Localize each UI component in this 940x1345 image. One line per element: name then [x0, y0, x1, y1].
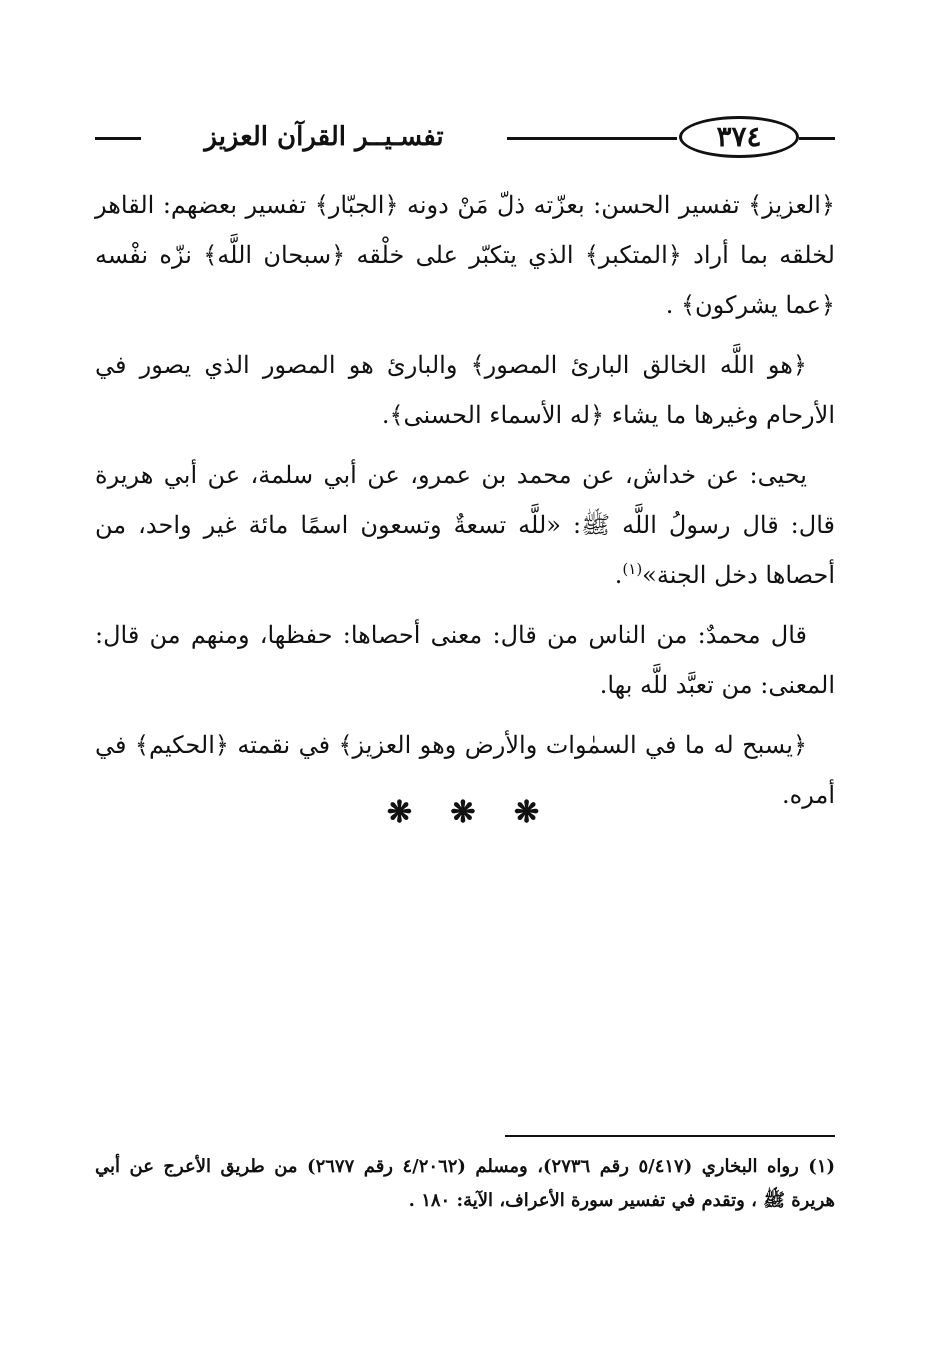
page-header: [95, 108, 835, 164]
footnote-marker: (١): [622, 560, 643, 578]
header-rule-middle: [507, 137, 677, 140]
section-separator: ❋ ❋ ❋: [386, 795, 554, 830]
paragraph-3-text: يحيى: عن خداش، عن محمد بن عمرو، عن أبي سلمة، عن أبي هريرة قال: قال رسولُ اللَّه ﷺ: «للَّه تسعةٌ وتسعون اسمًا مائة غير واحد، من أحصاها دخل الجنة»: [95, 461, 835, 589]
footnote: (١) رواه البخاري (٥/٤١٧ رقم ٢٧٣٦)، ومسلم (٤/٢٠٦٢ رقم ٢٦٧٧) من طريق الأعرج عن أبي هريرة ﷺ ، وتقدم في تفسير سورة الأعراف، الآية: ١٨٠ .: [95, 1156, 836, 1211]
paragraph-5: ﴿يسبح له ما في السمٰوات والأرض وهو العزيز﴾ في نقمته ﴿الحكيم﴾ في أمره.: [95, 731, 835, 809]
running-title: تفسـيــر القرآن العزيز: [204, 122, 444, 152]
paragraph-1: ﴿العزيز﴾ تفسير الحسن: بعزّته ذلّ مَنْ دونه ﴿الجبّار﴾ تفسير بعضهم: القاهر لخلقه بما أراد ﴿المتكبر﴾ الذي يتكبّر على خلْقه ﴿سبحان اللَّه﴾ نزّه نفْسه ﴿عما يشركون﴾ .: [95, 191, 835, 319]
paragraph-3-end: .: [614, 561, 623, 589]
body-text: [95, 180, 835, 830]
paragraph-4: قال محمدٌ: من الناس من قال: معنى أحصاها: حفظها، ومنهم من قال: المعنى: من تعبَّد للَّه بها.: [95, 621, 835, 699]
page-number: ٣٧٤: [679, 116, 799, 158]
paragraph-3: [95, 450, 835, 600]
header-rule-left: [95, 137, 141, 140]
paragraph-2: ﴿هو اللَّه الخالق البارئ المصور﴾ والبارئ هو المصور الذي يصور في الأرحام وغيرها ما يشاء ﴿له الأسماء الحسنى﴾.: [95, 351, 835, 429]
footnote-rule: [505, 1135, 835, 1137]
header-rule-right: [799, 137, 835, 140]
